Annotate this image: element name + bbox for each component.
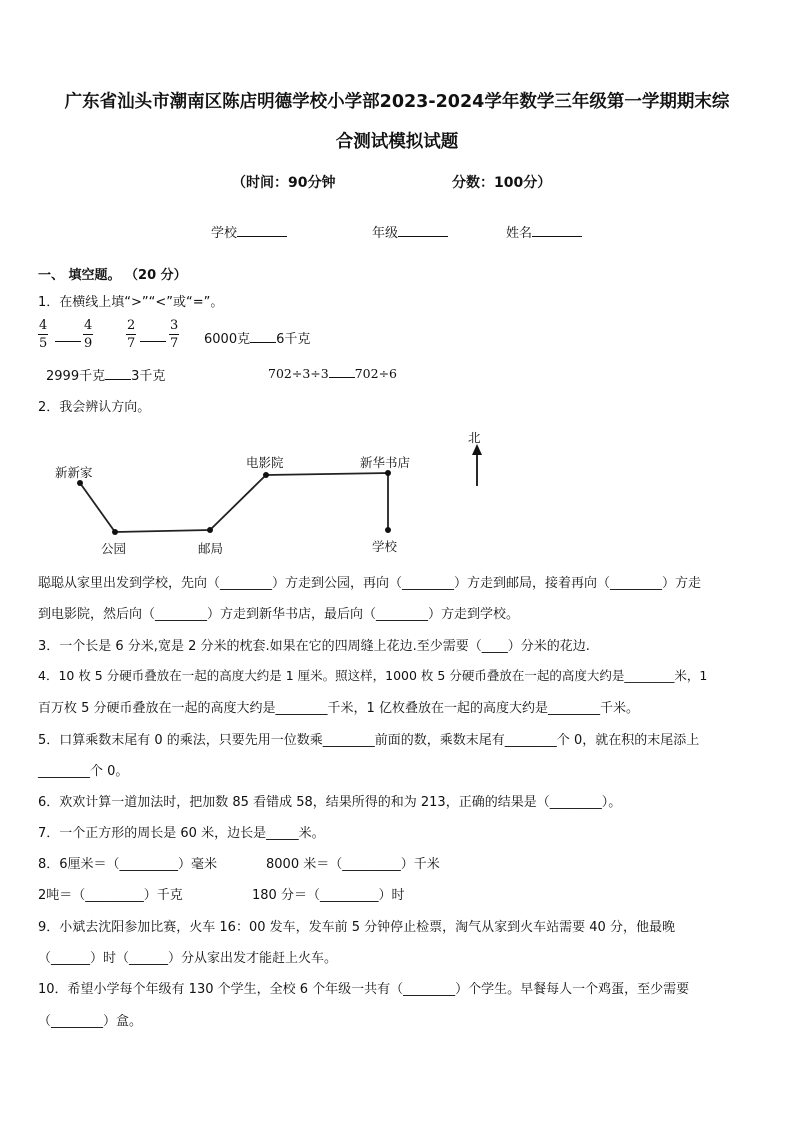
q8-part-a: 8．6厘米＝（_________）毫米 bbox=[38, 857, 218, 872]
school-label: 学校 bbox=[211, 226, 238, 241]
park-dot bbox=[112, 529, 118, 535]
grade-label: 年级 bbox=[372, 226, 399, 241]
fraction-denominator: 7 bbox=[127, 336, 136, 351]
q6-text: 6．欢欢计算一道加法时，把加数 85 看错成 58，结果所得的和为 213，正确的结果是（________）。 bbox=[38, 795, 622, 810]
label-bookstore: 新华书店 bbox=[360, 455, 411, 470]
q4-line-2: 百万枚 5 分硬币叠放在一起的高度大约是________千米，1 亿枚叠放在一起的高度大约是________千米。 bbox=[38, 701, 639, 716]
q8-part-d: 180 分＝（_________）时 bbox=[252, 888, 405, 903]
q5-line-2: ________个 0。 bbox=[38, 764, 129, 779]
exam-score: 分数：100分） bbox=[452, 175, 552, 191]
exam-time: （时间：90分钟 bbox=[232, 175, 336, 191]
q8-part-b: 8000 米＝（_________）千米 bbox=[266, 857, 440, 872]
q7-text: 7．一个正方形的周长是 60 米，边长是_____米。 bbox=[38, 826, 325, 841]
q2-answer-line-2: 到电影院，然后向（________）方走到新华书店，最后向（________）方走到学校。 bbox=[38, 607, 520, 622]
name-label: 姓名 bbox=[506, 226, 533, 241]
title-line-2: 合测试模拟试题 bbox=[335, 132, 459, 152]
label-cinema: 电影院 bbox=[246, 455, 284, 470]
section-heading: 一、 填空题。 （20 分） bbox=[38, 268, 187, 283]
q9-line-2: （______）时（______）分从家出发才能赶上火车。 bbox=[38, 951, 338, 966]
title-line-1: 广东省汕头市潮南区陈店明德学校小学部2023-2024学年数学三年级第一学期期末综 bbox=[64, 92, 730, 112]
fraction-numerator: 3 bbox=[170, 318, 179, 333]
q3-text: 3．一个长是 6 分米,宽是 2 分米的枕套.如果在它的四周缝上花边.至少需要（____）分米的花边. bbox=[38, 639, 590, 654]
q1-item-5-left: 702÷3÷3 bbox=[268, 366, 329, 381]
fraction-numerator: 4 bbox=[84, 318, 93, 333]
q2-text: 2．我会辨认方向。 bbox=[38, 400, 151, 415]
school-dot bbox=[385, 527, 391, 533]
label-home: 新新家 bbox=[55, 465, 93, 480]
post-office-dot bbox=[207, 527, 213, 533]
q1-item-3-right: 6千克 bbox=[276, 332, 311, 347]
q4-line-1: 4．10 枚 5 分硬币叠放在一起的高度大约是 1 厘米。照这样，1000 枚 5 分硬币叠放在一起的高度大约是________米，1 bbox=[38, 668, 708, 683]
q10-line-2: （________）盒。 bbox=[38, 1014, 143, 1029]
label-park: 公园 bbox=[101, 541, 127, 556]
q9-line-1: 9．小斌去沈阳参加比赛，火车 16：00 发车，发车前 5 分钟停止检票，淘气从家到火车站需要 40 分，他最晚 bbox=[38, 920, 675, 935]
q10-line-1: 10．希望小学每个年级有 130 个学生，全校 6 个年级一共有（________）个学生。早餐每人一个鸡蛋，至少需要 bbox=[38, 982, 690, 997]
fraction-denominator: 7 bbox=[170, 336, 179, 351]
q5-line-1: 5．口算乘数末尾有 0 的乘法，只要先用一位数乘________前面的数，乘数末尾有________个 0，就在积的末尾添上 bbox=[38, 733, 700, 748]
route-line bbox=[80, 473, 388, 532]
q1-item-4-right: 3千克 bbox=[131, 369, 166, 384]
q2-answer-line-1: 聪聪从家里出发到学校，先向（________）方走到公园，再向（________）方走到邮局，接着再向（________）方走 bbox=[38, 576, 702, 591]
fraction-denominator: 9 bbox=[84, 336, 93, 351]
q1-item-5-right: 702÷6 bbox=[354, 366, 398, 381]
label-school: 学校 bbox=[372, 539, 398, 554]
q8-part-c: 2吨＝（_________）千克 bbox=[38, 888, 183, 903]
q1-item-4-left: 2999千克 bbox=[46, 369, 106, 384]
fraction-numerator: 2 bbox=[127, 318, 136, 333]
label-post-office: 邮局 bbox=[198, 541, 224, 556]
cinema-dot bbox=[263, 472, 269, 478]
north-label: 北 bbox=[468, 430, 481, 445]
q1-item-3-left: 6000克 bbox=[204, 332, 251, 347]
fraction-denominator: 5 bbox=[39, 336, 48, 351]
q1-text: 1．在横线上填“>”“<”或“=”。 bbox=[38, 295, 224, 310]
fraction-numerator: 4 bbox=[39, 318, 48, 333]
